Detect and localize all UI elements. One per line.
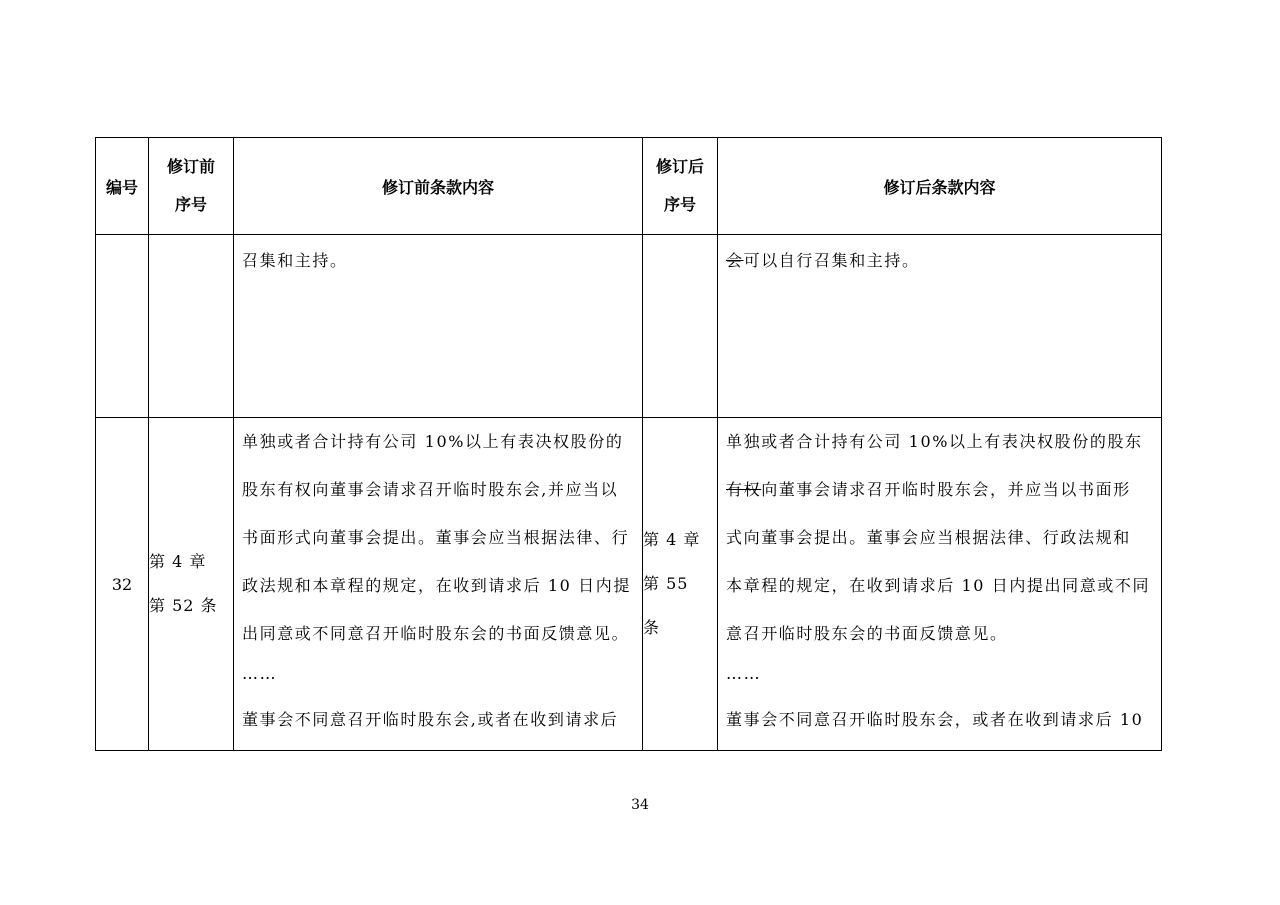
row2-before-line: …… [242, 664, 278, 683]
row2-after-line: 意召开临时股东会的书面反馈意见。 [726, 624, 1008, 643]
header-before-seq [149, 138, 234, 235]
table-row [96, 418, 1162, 751]
row2-before-seq-line2: 第 52 条 [149, 596, 218, 615]
row2-before-line: 股东有权向董事会请求召开临时股东会,并应当以 [242, 480, 619, 499]
header-no: 编号 [96, 138, 149, 235]
header-after-seq-line1: 修订后 [655, 157, 704, 176]
page-number: 34 [631, 797, 649, 813]
table-row [96, 235, 1162, 418]
header-after-seq-line2: 序号 [663, 195, 696, 214]
row2-before-seq-line1: 第 4 章 [149, 552, 207, 571]
row2-before-line: 出同意或不同意召开临时股东会的书面反馈意见。 [242, 624, 630, 643]
row2-after-seq-line2: 第 55 [643, 574, 689, 593]
row2-after-seq-line1: 第 4 章 [643, 530, 701, 549]
row2-after-deleted-text: 有权 [726, 480, 762, 499]
table-header-row [96, 138, 1162, 235]
row2-after-line: 董事会不同意召开临时股东会，或者在收到请求后 10 [726, 710, 1144, 729]
header-after-content: 修订后条款内容 [718, 138, 1162, 235]
header-before-seq-line1: 修订前 [166, 157, 215, 176]
revision-comparison-table [95, 137, 1162, 751]
row2-before-line: 书面形式向董事会提出。董事会应当根据法律、行 [242, 528, 630, 547]
row1-before-text: 召集和主持。 [242, 251, 348, 270]
row2-no: 32 [96, 418, 149, 751]
header-before-seq-line2: 序号 [174, 195, 207, 214]
row1-no [96, 235, 149, 418]
header-before-content: 修订前条款内容 [234, 138, 643, 235]
row1-after-text: 可以自行召集和主持。 [743, 251, 920, 270]
row2-before-line: 董事会不同意召开临时股东会,或者在收到请求后 [242, 710, 619, 729]
row2-after-content [718, 418, 1162, 751]
row2-before-line: 单独或者合计持有公司 10%以上有表决权股份的 [242, 432, 624, 451]
row2-after-line: 式向董事会提出。董事会应当根据法律、行政法规和 [726, 528, 1131, 547]
row2-after-seq [643, 418, 718, 751]
row2-after-line: …… [726, 664, 762, 683]
row2-after-line: 本章程的规定，在收到请求后 10 日内提出同意或不同 [726, 576, 1151, 595]
row1-after-seq [643, 235, 718, 418]
row2-after-line [726, 466, 1153, 514]
row1-after-content [718, 235, 1162, 418]
row1-after-text-line [718, 235, 1161, 285]
row2-before-seq [149, 418, 234, 751]
row2-after-seq-line3: 条 [643, 618, 661, 637]
row2-before-line: 政法规和本章程的规定，在收到请求后 10 日内提 [242, 576, 631, 595]
row2-after-line-rest: 向董事会请求召开临时股东会，并应当以书面形 [761, 480, 1131, 499]
row1-after-deleted-text: 会 [726, 251, 744, 270]
row1-before-content [234, 235, 643, 418]
row1-before-seq [149, 235, 234, 418]
row2-after-line: 单独或者合计持有公司 10%以上有表决权股份的股东 [726, 432, 1143, 451]
row2-before-content [234, 418, 643, 751]
header-after-seq [643, 138, 718, 235]
